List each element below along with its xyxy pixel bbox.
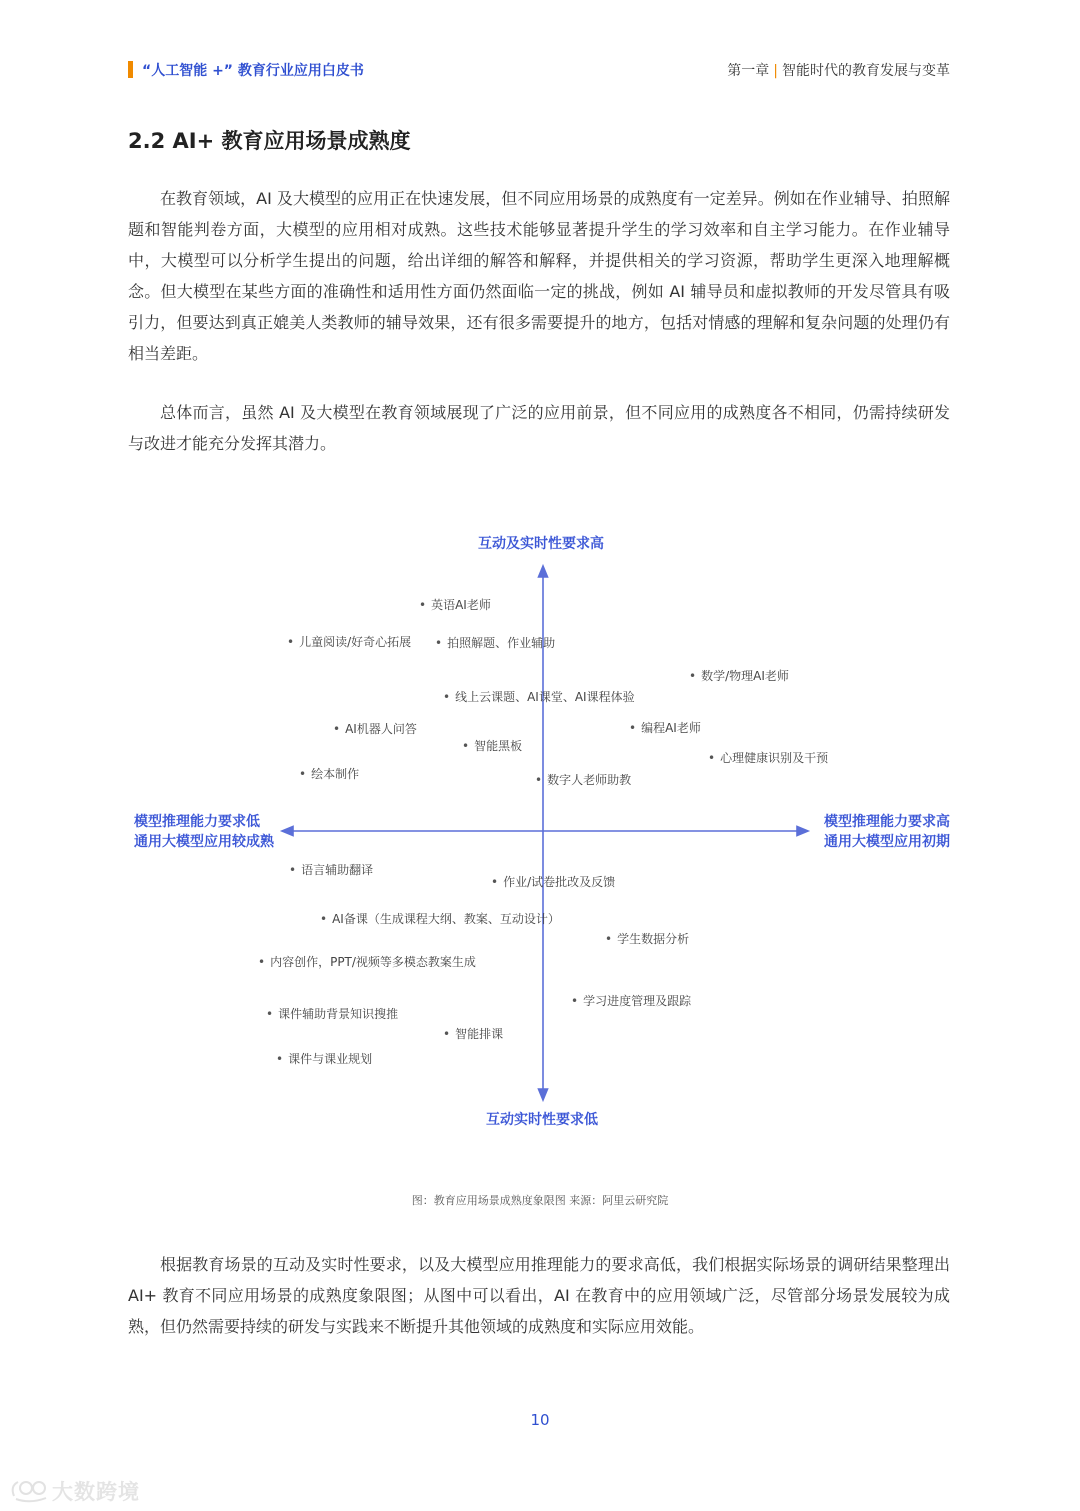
page-number: 10 — [530, 1411, 550, 1429]
axis-label-left — [134, 812, 274, 852]
body-paragraph: 在教育领域，AI 及大模型的应用正在快速发展，但不同应用场景的成熟度有一定差异。例如在作业辅导、拍照解题和智能判卷方面，大模型的应用相对成熟。这些技术能够显著提升学生的学习效率和自主学习能力。在作业辅导中，大模型可以分析学生提出的问题，给出详细的解答和解释，并提供相关的学习资源，帮助学生更深入地理解概念。但大模型在某些方面的准确性和适用性方面仍然面临一定的挑战，例如 AI 辅导员和虚拟教师的开发尽管具有吸引力，但要达到真正媲美人类教师的辅导效果，还有很多需要提升的地方，包括对情感的理解和复杂问题的处理仍有相当差距。 — [128, 189, 950, 363]
axis-label-right-line1: 模型推理能力要求高 — [824, 814, 950, 830]
watermark-text: 大数跨境 — [52, 1480, 140, 1504]
axis-label-right — [824, 812, 950, 852]
axis-label-left-line1: 模型推理能力要求低 — [134, 814, 260, 830]
axis-label-left-line2: 通用大模型应用较成熟 — [134, 834, 274, 850]
axis-label-bottom: 互动实时性要求低 — [486, 1112, 598, 1128]
scenario-item: • AI机器人问答 — [333, 721, 417, 737]
scenario-item: • 作业/试卷批改及反馈 — [491, 874, 615, 890]
chapter-heading — [727, 60, 950, 80]
body-paragraph: 根据教育场景的互动及实时性要求，以及大模型应用推理能力的要求高低，我们根据实际场景的调研结果整理出 AI+ 教育不同应用场景的成熟度象限图；从图中可以看出，AI 在教育中的应用领域广泛，尽管部分场景发展较为成熟，但仍然需要持续的研发与实践来不断提升其他领域的成熟度和实际应用效能。 — [128, 1255, 950, 1336]
scenario-item: • 智能黑板 — [462, 738, 522, 754]
page-header — [128, 58, 950, 82]
scenario-item: • 学习进度管理及跟踪 — [571, 993, 691, 1009]
axis-label-right-line2: 通用大模型应用初期 — [824, 834, 950, 850]
chapter-separator: | — [773, 63, 778, 79]
scenario-item: • 语言辅助翻译 — [289, 862, 373, 878]
arrow-right-icon — [797, 827, 808, 836]
section-title: 2.2 AI+ 教育应用场景成熟度 — [128, 129, 411, 153]
scenario-item: • 线上云课题、AI课堂、AI课程体验 — [443, 689, 635, 705]
arrow-down-icon — [539, 1089, 548, 1100]
scenario-item: • 儿童阅读/好奇心拓展 — [287, 634, 411, 650]
scenario-item: • 数字人老师助教 — [535, 772, 631, 788]
scenario-item: • 心理健康识别及干预 — [708, 750, 828, 766]
watermark-logo-icon — [8, 1474, 52, 1504]
scenario-item: • AI备课（生成课程大纲、教案、互动设计） — [320, 911, 560, 927]
scenario-item: • 英语AI老师 — [419, 597, 491, 613]
chapter-title: 智能时代的教育发展与变革 — [782, 63, 950, 79]
scenario-item: • 内容创作，PPT/视频等多模态教案生成 — [258, 954, 476, 970]
scenario-item: • 绘本制作 — [299, 766, 359, 782]
axis-label-top: 互动及实时性要求高 — [478, 536, 604, 552]
arrow-up-icon — [539, 566, 548, 577]
document-title: “人工智能 +” 教育行业应用白皮书 — [142, 63, 364, 79]
scenario-item: • 课件辅助背景知识搜推 — [266, 1006, 398, 1022]
header-accent-bar — [128, 61, 133, 78]
scenario-item: • 数学/物理AI老师 — [689, 668, 789, 684]
scenario-item: • 学生数据分析 — [605, 931, 689, 947]
maturity-quadrant-figure — [0, 520, 1080, 1140]
chapter-number: 第一章 — [727, 63, 770, 79]
scenario-item: • 课件与课业规划 — [276, 1051, 372, 1067]
scenario-item: • 编程AI老师 — [629, 720, 701, 736]
scenario-item: • 拍照解题、作业辅助 — [435, 635, 555, 651]
figure-caption: 图：教育应用场景成熟度象限图 来源：阿里云研究院 — [411, 1194, 669, 1207]
scenario-item: • 智能排课 — [443, 1026, 503, 1042]
arrow-left-icon — [282, 827, 293, 836]
body-paragraph: 总体而言，虽然 AI 及大模型在教育领域展现了广泛的应用前景，但不同应用的成熟度各不相同，仍需持续研发与改进才能充分发挥其潜力。 — [128, 403, 950, 453]
